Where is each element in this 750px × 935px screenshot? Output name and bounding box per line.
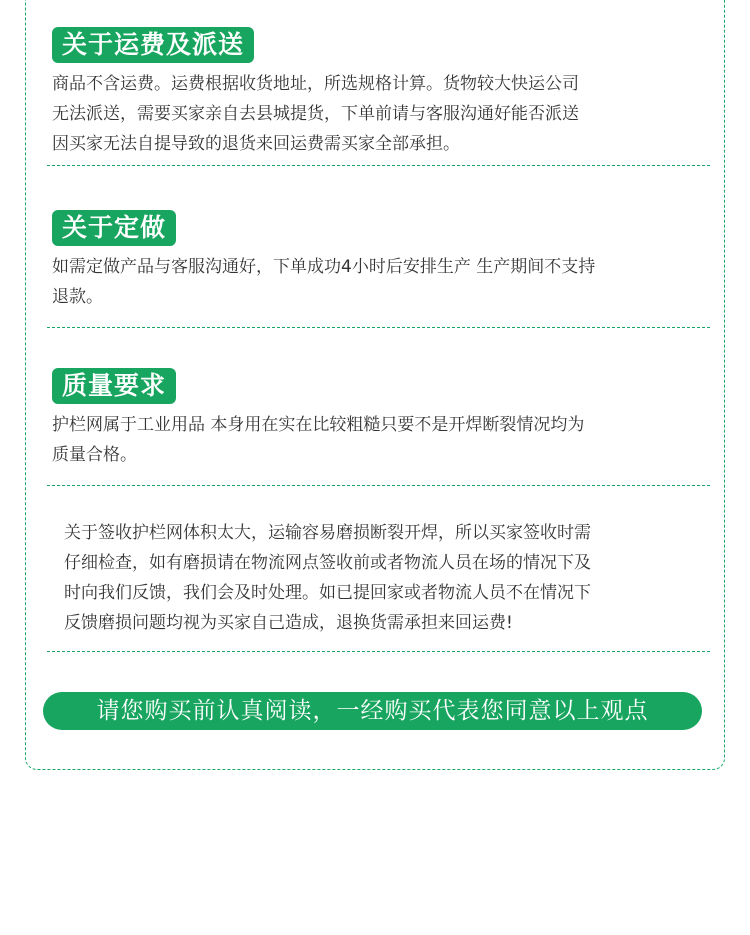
section-text-shipping: 商品不含运费。运费根据收货地址，所选规格计算。货物较大快运公司 无法派送，需要买家亲自去县城提货，下单前请与客服沟通好能否派送 因买家无法自提导致的退货来回运费需买家全部承担。 bbox=[52, 74, 579, 154]
section-title-shipping: 关于运费及派送 bbox=[52, 27, 254, 63]
section-quality bbox=[52, 368, 712, 470]
divider-1 bbox=[47, 165, 710, 166]
section-custom bbox=[52, 210, 712, 312]
read-before-purchase-banner: 请您购买前认真阅读，一经购买代表您同意以上观点 bbox=[43, 692, 702, 730]
receipt-notice-text: 关于签收护栏网体积太大，运输容易磨损断裂开焊，所以买家签收时需 仔细检查，如有磨损请在物流网点签收前或者物流人员在场的情况下及 时向我们反馈，我们会及时处理。如已提回家或者物流人员不在情况下 反馈磨损问题均视为买家自己造成，退换货需承担来回运费! bbox=[64, 523, 591, 633]
section-title-quality: 质量要求 bbox=[52, 368, 176, 404]
divider-3 bbox=[47, 485, 710, 486]
section-text-custom: 如需定做产品与客服沟通好，下单成功4小时后安排生产 生产期间不支持 退款。 bbox=[52, 257, 596, 307]
section-shipping bbox=[52, 27, 712, 159]
divider-2 bbox=[47, 327, 710, 328]
section-text-quality: 护栏网属于工业用品 本身用在实在比较粗糙只要不是开焊断裂情况均为 质量合格。 bbox=[52, 415, 585, 465]
section-title-custom: 关于定做 bbox=[52, 210, 176, 246]
divider-4 bbox=[47, 651, 710, 652]
